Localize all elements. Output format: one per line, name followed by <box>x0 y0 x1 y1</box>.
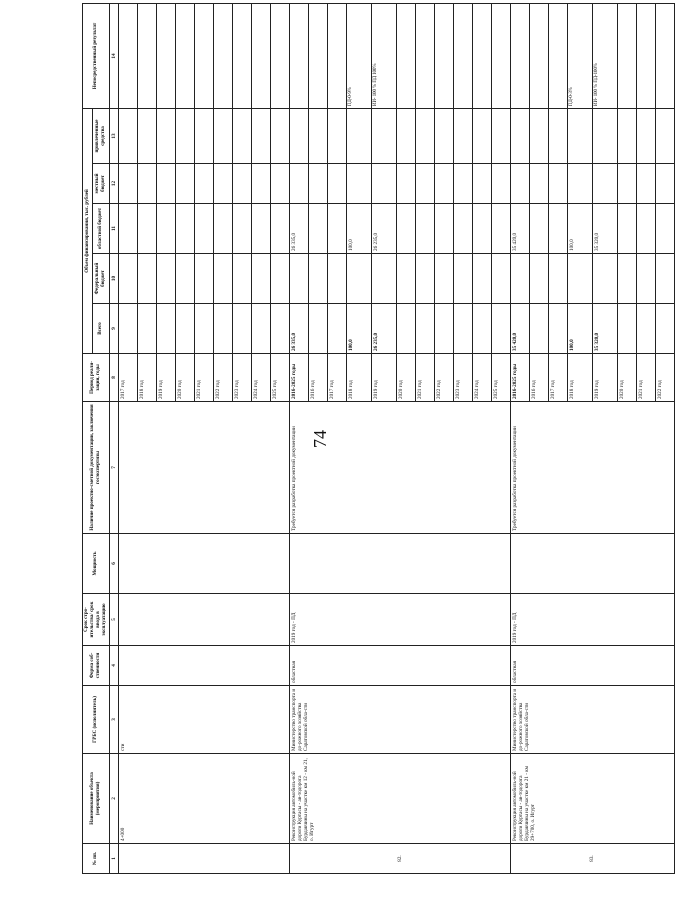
value-cell <box>175 254 194 304</box>
header-no: № пп. <box>83 844 110 874</box>
federal-value <box>491 254 510 304</box>
local-value <box>567 164 592 204</box>
value-cell <box>251 304 270 354</box>
total-value <box>396 304 415 354</box>
regional-value <box>472 204 491 254</box>
value-cell <box>213 109 232 164</box>
other-value <box>472 109 491 164</box>
value-cell <box>270 109 289 164</box>
value-cell <box>194 304 213 354</box>
federal-value <box>396 254 415 304</box>
value-cell <box>137 164 156 204</box>
period-year: 2024 год <box>472 354 491 402</box>
docs: Требуется разработка проектной документации <box>510 402 674 534</box>
period-year: 2016-2025 годы <box>510 354 529 402</box>
federal-value <box>415 254 434 304</box>
docs: Требуется разработка проектной документации <box>289 402 510 534</box>
regional-value <box>453 204 472 254</box>
local-value <box>396 164 415 204</box>
period-year: 2018 год <box>567 354 592 402</box>
total-value <box>434 304 453 354</box>
period-year: 2025 год <box>491 354 510 402</box>
total-value <box>453 304 472 354</box>
value-cell <box>137 4 156 109</box>
result-value <box>636 4 655 109</box>
result-value <box>491 4 510 109</box>
regional-value: 26 235,0 <box>371 204 396 254</box>
other-value <box>453 109 472 164</box>
col-index: 10 <box>109 254 118 304</box>
value-cell <box>194 4 213 109</box>
col-index: 3 <box>109 686 118 754</box>
value-cell <box>213 304 232 354</box>
value-cell <box>118 109 137 164</box>
header-capacity: Мощность <box>83 534 110 594</box>
col-index: 2 <box>109 754 118 844</box>
regional-value <box>327 204 346 254</box>
header-term: Срок стро-ительства/ срок ввода в эксплуатацию <box>83 594 110 646</box>
period-year: 2020 год <box>175 354 194 402</box>
value-cell <box>251 109 270 164</box>
value-cell <box>156 304 175 354</box>
value-cell <box>270 254 289 304</box>
other-value <box>548 109 567 164</box>
federal-value <box>617 254 636 304</box>
value-cell <box>175 164 194 204</box>
header-regional: областной бюджет <box>92 204 109 254</box>
value-cell <box>156 4 175 109</box>
other-value <box>567 109 592 164</box>
period-year: 2016-2025 годы <box>289 354 308 402</box>
local-value <box>434 164 453 204</box>
local-value <box>655 164 674 204</box>
value-cell <box>270 164 289 204</box>
other-value <box>371 109 396 164</box>
period-year: 2017 год <box>118 354 137 402</box>
value-cell <box>175 204 194 254</box>
col-index: 7 <box>109 402 118 534</box>
value-cell <box>251 204 270 254</box>
result-value <box>434 4 453 109</box>
total-value: 26 335,0 <box>289 304 308 354</box>
other-value <box>327 109 346 164</box>
value-cell <box>213 204 232 254</box>
federal-value <box>327 254 346 304</box>
block-82 <box>289 4 510 874</box>
total-value <box>491 304 510 354</box>
other-value <box>396 109 415 164</box>
value-cell <box>213 164 232 204</box>
local-value <box>472 164 491 204</box>
header-object: Наименование объекта (мероприятия) <box>83 754 110 844</box>
federal-value <box>548 254 567 304</box>
header-result: Непосредственный результат <box>83 4 110 109</box>
period-year: 2017 год <box>327 354 346 402</box>
other-value <box>289 109 308 164</box>
value-cell <box>156 164 175 204</box>
term: 2019 год - ПД <box>289 594 510 646</box>
result-value <box>472 4 491 109</box>
value-cell <box>175 109 194 164</box>
regional-value <box>415 204 434 254</box>
federal-value <box>434 254 453 304</box>
local-value <box>308 164 327 204</box>
value-cell <box>270 204 289 254</box>
local-value <box>491 164 510 204</box>
grbs-name: Министерство транспорта и до-рожного хозяйства Саратовской обла-сти <box>510 686 674 754</box>
total-value: 26 235,0 <box>371 304 396 354</box>
period-year: 2020 год <box>617 354 636 402</box>
total-value <box>415 304 434 354</box>
result-value <box>396 4 415 109</box>
local-value <box>453 164 472 204</box>
value-cell <box>194 164 213 204</box>
other-value <box>655 109 674 164</box>
value-cell <box>251 164 270 204</box>
value-cell <box>118 304 137 354</box>
term: 2019 год - ПД <box>510 594 674 646</box>
regional-value: 100,0 <box>567 204 592 254</box>
federal-value <box>592 254 617 304</box>
header-row <box>83 4 93 874</box>
header-ownership: Форма соб-ственности <box>83 646 110 686</box>
local-value <box>636 164 655 204</box>
period-year: 2023 год <box>232 354 251 402</box>
other-value <box>491 109 510 164</box>
value-cell <box>156 109 175 164</box>
value-cell <box>232 204 251 254</box>
local-value <box>415 164 434 204</box>
header-docs: Наличие проектно-сметной документации, заключения госэкспертизы <box>83 402 110 534</box>
period-year: 2018 год <box>137 354 156 402</box>
header-funding: Объем финансирования, тыс. рублей <box>83 109 93 354</box>
row-number: 82. <box>289 844 510 874</box>
table-row <box>510 4 529 874</box>
value-cell <box>156 254 175 304</box>
other-value <box>636 109 655 164</box>
other-value <box>592 109 617 164</box>
regional-value <box>434 204 453 254</box>
program-table <box>82 3 675 874</box>
value-cell <box>251 4 270 109</box>
period-year: 2019 год <box>371 354 396 402</box>
value-cell <box>118 254 137 304</box>
value-cell <box>118 204 137 254</box>
result-value <box>655 4 674 109</box>
other-value <box>434 109 453 164</box>
period-year: 2017 год <box>548 354 567 402</box>
total-value <box>548 304 567 354</box>
local-value <box>289 164 308 204</box>
value-cell <box>232 4 251 109</box>
value-cell <box>251 254 270 304</box>
value-cell <box>137 204 156 254</box>
local-value <box>617 164 636 204</box>
other-value <box>529 109 548 164</box>
federal-value <box>472 254 491 304</box>
local-value <box>327 164 346 204</box>
header-federal: Федеральный бюджет <box>92 254 109 304</box>
result-value <box>415 4 434 109</box>
value-cell <box>232 164 251 204</box>
header-total: Всего <box>92 304 109 354</box>
object-name: Реконструкция автомобиль-ной дороги Куртасы - ав-тодорога Бурдакчины на участке км 21 - км 29+700, о. Игурт <box>510 754 674 844</box>
header-period: Период реали-зации, годы <box>83 354 110 402</box>
value-cell <box>156 204 175 254</box>
period-year: 2022 год <box>213 354 232 402</box>
block-continuation <box>118 4 289 874</box>
col-index: 1 <box>109 844 118 874</box>
period-year: 2021 год <box>415 354 434 402</box>
term <box>118 594 289 646</box>
result-value: ПД-0-3% <box>567 4 592 109</box>
other-value <box>510 109 529 164</box>
page-number: 74 <box>310 430 330 448</box>
col-index: 13 <box>109 109 118 164</box>
total-value <box>655 304 674 354</box>
federal-value <box>510 254 529 304</box>
regional-value <box>529 204 548 254</box>
capacity <box>118 534 289 594</box>
regional-value <box>308 204 327 254</box>
result-value <box>327 4 346 109</box>
header-other: привлеченные средства <box>92 109 109 164</box>
federal-value <box>655 254 674 304</box>
value-cell <box>118 164 137 204</box>
local-value <box>529 164 548 204</box>
federal-value <box>453 254 472 304</box>
total-value: 35 420,0 <box>510 304 529 354</box>
col-index: 6 <box>109 534 118 594</box>
total-value <box>617 304 636 354</box>
docs <box>118 402 289 534</box>
federal-value <box>308 254 327 304</box>
regional-value <box>655 204 674 254</box>
total-value <box>529 304 548 354</box>
result-value <box>289 4 308 109</box>
value-cell <box>213 4 232 109</box>
result-value <box>529 4 548 109</box>
total-value <box>472 304 491 354</box>
value-cell <box>270 4 289 109</box>
period-year: 2024 год <box>251 354 270 402</box>
federal-value <box>529 254 548 304</box>
regional-value <box>396 204 415 254</box>
total-value: 100,0 <box>346 304 371 354</box>
regional-value <box>636 204 655 254</box>
period-year: 2016 год <box>529 354 548 402</box>
regional-value: 26 335,0 <box>289 204 308 254</box>
federal-value <box>567 254 592 304</box>
result-value <box>308 4 327 109</box>
local-value <box>548 164 567 204</box>
ownership <box>118 646 289 686</box>
value-cell <box>232 254 251 304</box>
block-83 <box>510 4 674 874</box>
column-index-row <box>109 4 118 874</box>
total-value <box>308 304 327 354</box>
value-cell <box>175 4 194 109</box>
result-value <box>548 4 567 109</box>
regional-value <box>548 204 567 254</box>
total-value <box>327 304 346 354</box>
regional-value <box>617 204 636 254</box>
col-index: 4 <box>109 646 118 686</box>
federal-value <box>289 254 308 304</box>
row-number: 83. <box>510 844 674 874</box>
period-year: 2019 год <box>156 354 175 402</box>
period-year: 2022 год <box>434 354 453 402</box>
local-value <box>371 164 396 204</box>
value-cell <box>194 109 213 164</box>
row-number <box>118 844 289 874</box>
table-row <box>289 4 308 874</box>
period-year: 2023 год <box>453 354 472 402</box>
result-value <box>510 4 529 109</box>
period-year: 2022 год <box>655 354 674 402</box>
period-year: 2025 год <box>270 354 289 402</box>
object-name: 4+000 <box>118 754 289 844</box>
header-grbs: ГРБС (исполнитель) <box>83 686 110 754</box>
result-value <box>453 4 472 109</box>
value-cell <box>270 304 289 354</box>
grbs-name: сти <box>118 686 289 754</box>
total-value: 100,0 <box>567 304 592 354</box>
result-value: ИИ- 100 % ПД-100% <box>592 4 617 109</box>
col-index: 11 <box>109 204 118 254</box>
value-cell <box>137 109 156 164</box>
period-year: 2021 год <box>194 354 213 402</box>
col-index: 12 <box>109 164 118 204</box>
other-value <box>415 109 434 164</box>
regional-value: 100,0 <box>346 204 371 254</box>
capacity <box>510 534 674 594</box>
col-index: 5 <box>109 594 118 646</box>
object-name: Реконструкция автомобиль-ной дороги Куртасы - ав-тодорога Бурдакчины на участке км 12 - км 21, о. Игурт <box>289 754 510 844</box>
ownership: областная <box>510 646 674 686</box>
value-cell <box>137 254 156 304</box>
value-cell <box>194 204 213 254</box>
federal-value <box>346 254 371 304</box>
period-year: 2020 год <box>396 354 415 402</box>
other-value <box>308 109 327 164</box>
grbs-name: Министерство транспорта и до-рожного хозяйства Саратовской обла-сти <box>289 686 510 754</box>
value-cell <box>194 254 213 304</box>
local-value <box>510 164 529 204</box>
ownership: областная <box>289 646 510 686</box>
col-index: 14 <box>109 4 118 109</box>
regional-value <box>491 204 510 254</box>
local-value <box>346 164 371 204</box>
col-index: 8 <box>109 354 118 402</box>
value-cell <box>118 4 137 109</box>
col-index: 9 <box>109 304 118 354</box>
value-cell <box>137 304 156 354</box>
capacity <box>289 534 510 594</box>
federal-value <box>636 254 655 304</box>
local-value <box>592 164 617 204</box>
value-cell <box>232 304 251 354</box>
period-year: 2016 год <box>308 354 327 402</box>
regional-value: 35 420,0 <box>510 204 529 254</box>
other-value <box>346 109 371 164</box>
other-value <box>617 109 636 164</box>
total-value: 35 320,0 <box>592 304 617 354</box>
period-year: 2019 год <box>592 354 617 402</box>
period-year: 2021 год <box>636 354 655 402</box>
value-cell <box>175 304 194 354</box>
value-cell <box>232 109 251 164</box>
regional-value: 35 320,0 <box>592 204 617 254</box>
federal-value <box>371 254 396 304</box>
table-row <box>118 4 137 874</box>
result-value: ИИ- 100 % ПД 100% <box>371 4 396 109</box>
total-value <box>636 304 655 354</box>
header-local: местный бюджет <box>92 164 109 204</box>
period-year: 2018 год <box>346 354 371 402</box>
value-cell <box>213 254 232 304</box>
result-value: ПД-0-9% <box>346 4 371 109</box>
result-value <box>617 4 636 109</box>
